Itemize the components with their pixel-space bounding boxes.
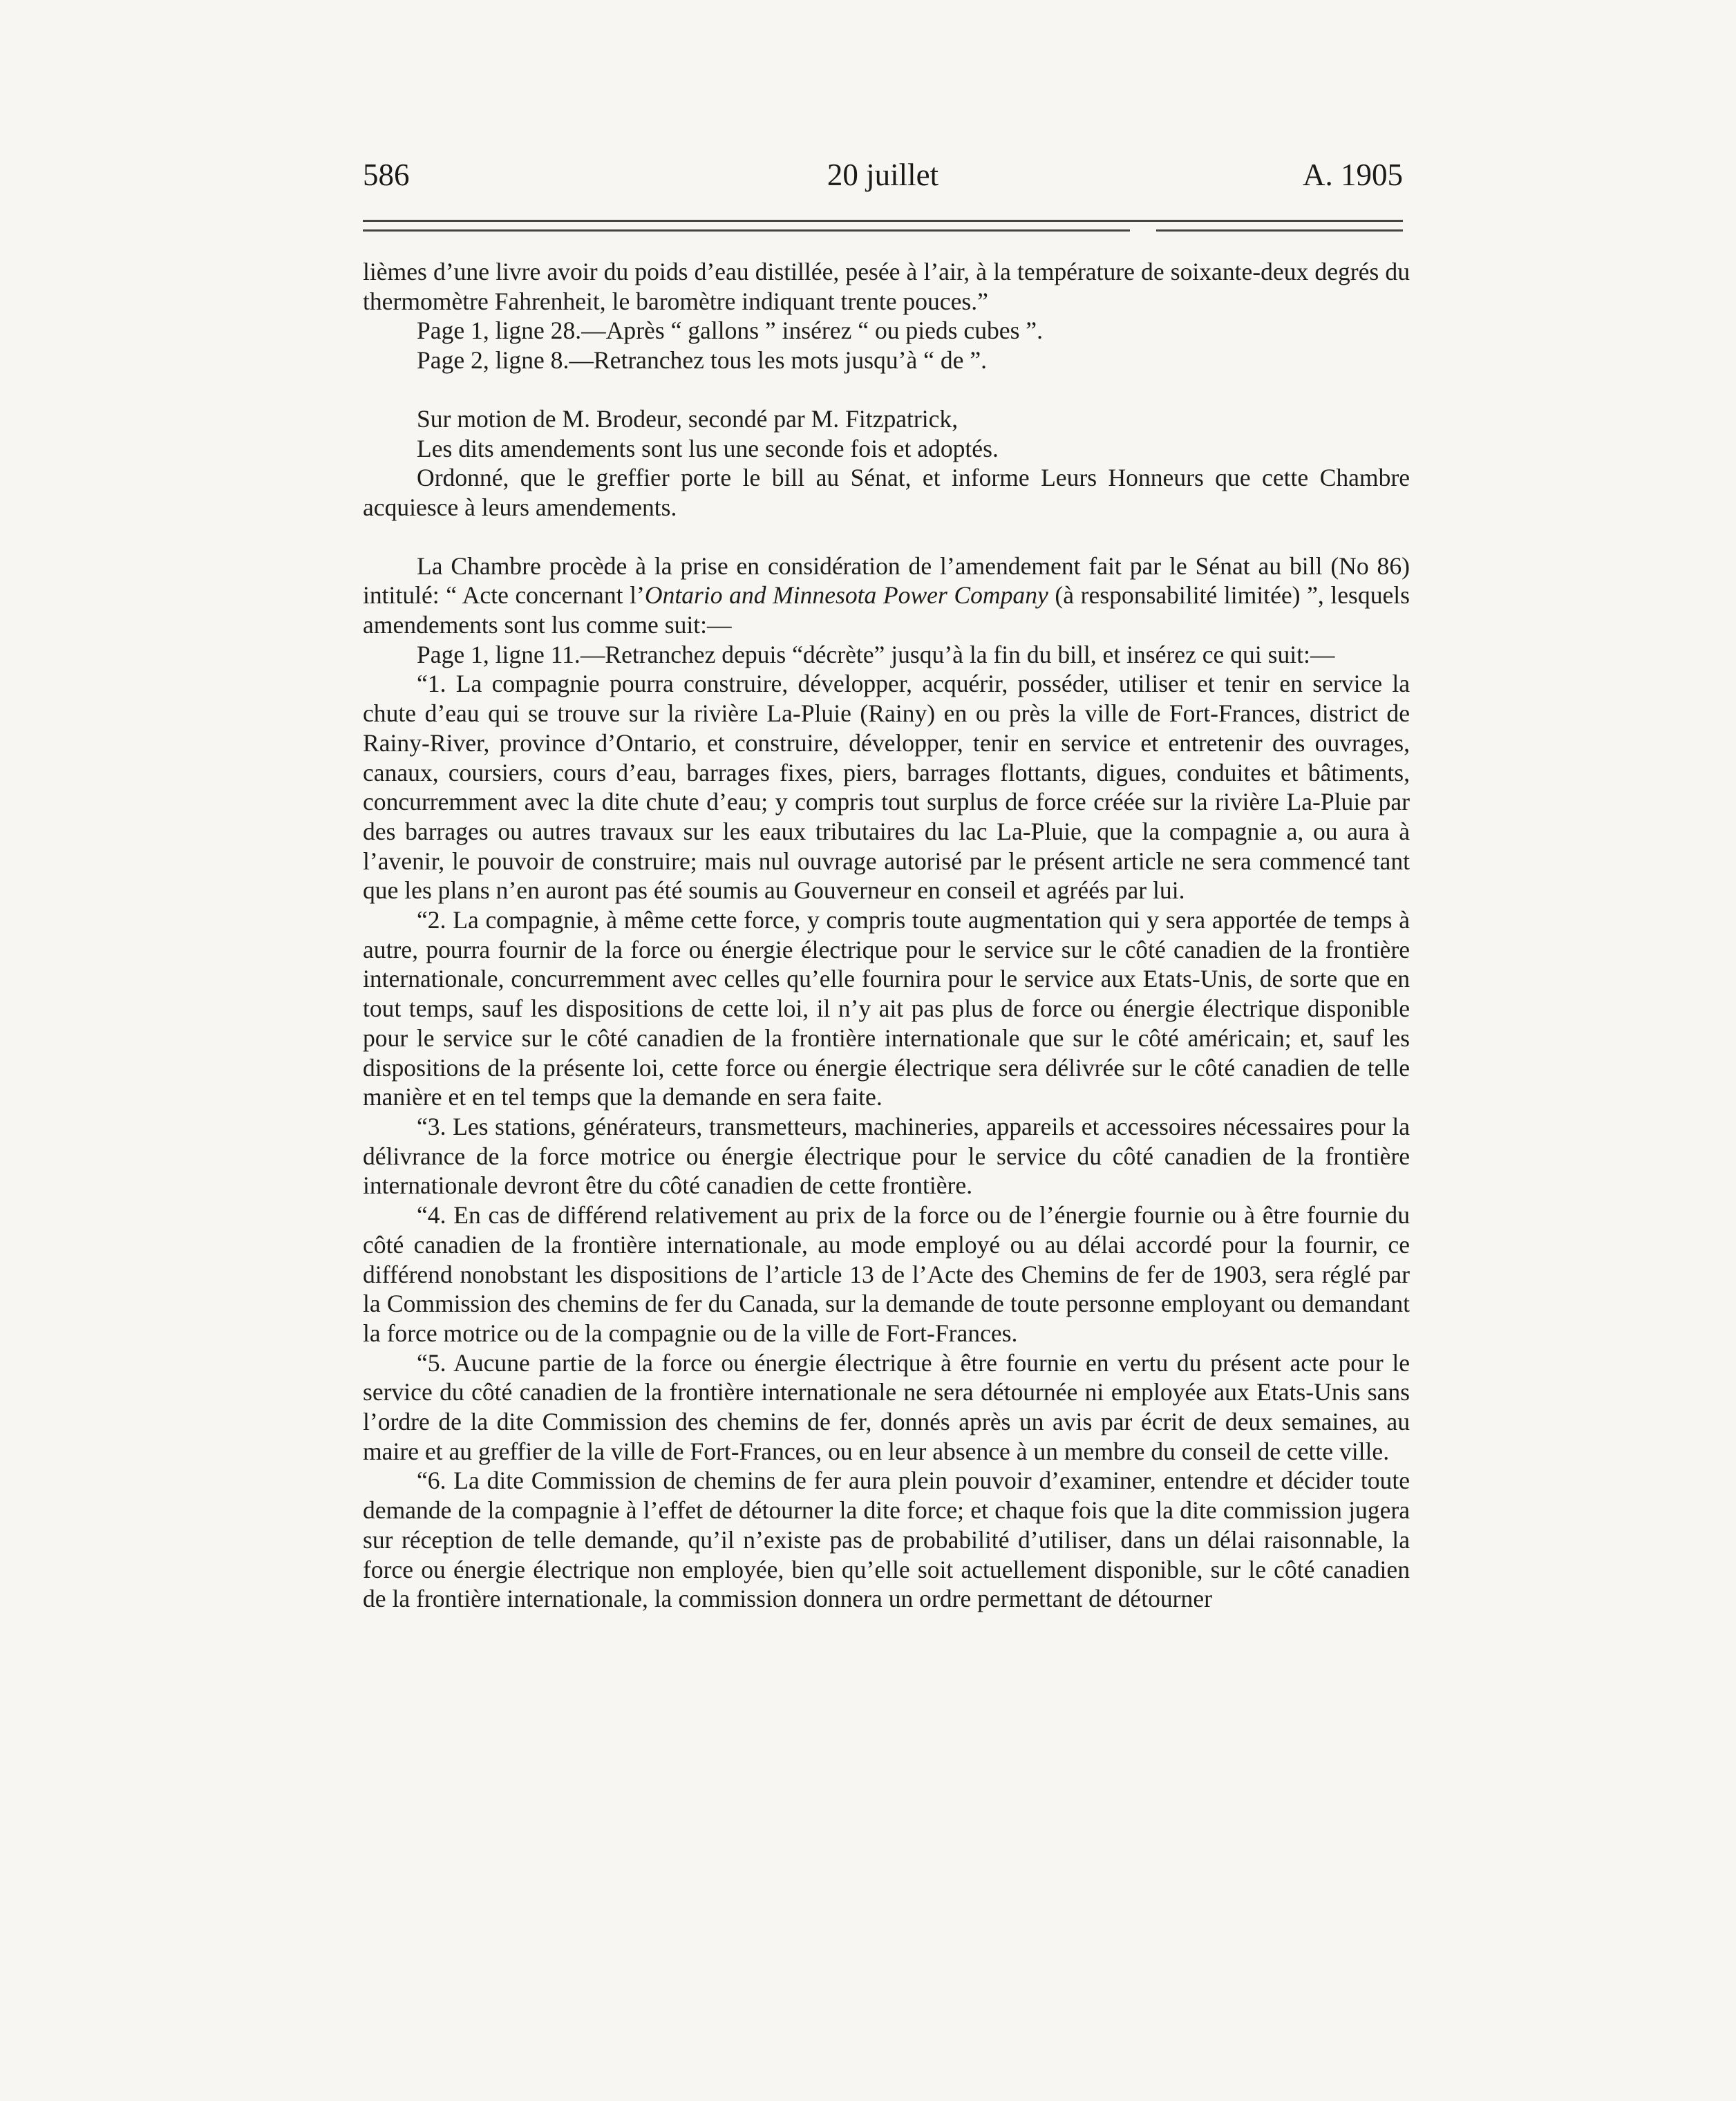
paragraph [363,434,1410,464]
paragraph [363,1112,1410,1200]
text-run: “2. La compagnie, à même cette force, y compris toute augmentation qui y sera apportée de temps à autre, pourra fournir de la force ou énergie électrique pour le service sur le côté canadien de la frontière internationale, concurremment avec celles qu’elle fournira pour le service aux Etats-Unis, de sorte que en tout temps, sauf les dispositions de cette loi, il n’y ait pas plus de force ou énergie électrique disponible pour le service sur le côté canadien de la frontière internationale que sur le côté américain; et, sauf les dispositions de la présente loi, cette force ou énergie électrique sera délivrée sur le côté canadien de telle manière et en tel temps que la demande en sera faite. [363,906,1410,1111]
paragraph [363,905,1410,1112]
paragraph [363,1348,1410,1467]
header-date: 20 juillet [827,158,939,192]
paragraph [363,640,1410,670]
text-run: “5. Aucune partie de la force ou énergie électrique à être fournie en vertu du présent acte pour le service du côté canadien de la frontière internationale ne sera détournée ni employée aux Etats-Unis sans l’ordre de la dite Commission des chemins de fer, donnés après un avis par écrit de deux semaines, au maire et au greffier de la ville de Fort-Frances, ou en leur absence à un membre du conseil de cette ville. [363,1348,1410,1465]
text-run: Page 1, ligne 28.—Après “ gallons ” insérez “ ou pieds cubes ”. [417,317,1043,345]
page-header [363,151,1403,199]
text-run: Ordonné, que le greffier porte le bill au Sénat, et informe Leurs Honneurs que cette Chambre acquiesce à leurs amendements. [363,464,1410,521]
page-number: 586 [363,158,410,192]
text-run: “6. La dite Commission de chemins de fer aura plein pouvoir d’examiner, entendre et décider toute demande de la compagnie à l’effet de détourner la dite force; et chaque fois que la dite commission jugera sur réception de telle demande, qu’il n’existe pas de probabilité d’utiliser, dans un délai raisonnable, la force ou énergie électrique non employée, bien qu’elle soit actuellement disponible, sur le côté canadien de la frontière internationale, la commission donnera un ordre permettant de détourner [363,1467,1410,1613]
text-run: Page 1, ligne 11.—Retranchez depuis “décrète” jusqu’à la fin du bill, et insérez ce qui suit:— [417,640,1335,668]
paragraph [363,552,1410,640]
header-year: A. 1905 [1303,158,1403,192]
body-text [363,257,1410,1614]
text-run: “3. Les stations, générateurs, transmetteurs, machineries, appareils et accessoires nécessaires pour la délivrance de la force motrice ou énergie électrique pour le service du côté canadien de la frontière internationale devront être du côté canadien de cette frontière. [363,1112,1410,1200]
paragraph [363,463,1410,522]
italic-text: Ontario and Minnesota Power Company [644,581,1048,610]
text-run: lièmes d’une livre avoir du poids d’eau distillée, pesée à l’air, à la température de soixante-deux degrés du thermomètre Fahrenheit, le baromètre indiquant trente pouces.” [363,258,1410,315]
paragraph [363,1200,1410,1348]
text-run: “4. En cas de différend relativement au prix de la force ou de l’énergie fournie ou à être fournie du côté canadien de la frontière internationale, au mode employé ou au délai accordé pour la fournir, ce différend nonobstant les dispositions de l’article 13 de l’Acte des Chemins de fer de 1903, sera réglé par la Commission des chemins de fer du Canada, sur la demande de toute personne employant ou demandant la force motrice ou de la compagnie ou de la ville de Fort-Frances. [363,1201,1410,1347]
paragraph [363,257,1410,316]
text-run: “1. La compagnie pourra construire, développer, acquérir, posséder, utiliser et tenir en service la chute d’eau qui se trouve sur la rivière La-Pluie (Rainy) en ou près la ville de Fort-Frances, district de Rainy-River, province d’Ontario, et construire, développer, tenir en service et entretenir des ouvrages, canaux, coursiers, cours d’eau, barrages fixes, piers, barrages flottants, digues, conduites et bâtiments, concurremment avec la dite chute d’eau; y compris tout surplus de force créée sur la rivière La-Pluie par des barrages ou autres travaux sur les eaux tributaires du lac La-Pluie, que la compagnie a, ou aura à l’avenir, le pouvoir de construire; mais nul ouvrage autorisé par le présent article ne sera commencé tant que les plans n’en auront pas été soumis au Gouverneur en conseil et agréés par lui. [363,670,1410,905]
text-run: (à responsabilité limitée) ”, lesquels amendements sont lus comme suit:— [363,581,1410,639]
paragraph [363,404,1410,434]
text-run: Sur motion de M. Brodeur, secondé par M. Fitzpatrick, [417,404,959,433]
paragraph [363,669,1410,905]
paragraph [363,346,1410,375]
text-run: Page 2, ligne 8.—Retranchez tous les mots jusqu’à “ de ”. [417,346,988,375]
paragraph [363,316,1410,346]
text-run: La Chambre procède à la prise en considération de l’amendement fait par le Sénat au bill (No 86) intitulé: “ Acte concernant l’ [363,552,1410,610]
text-run: Les dits amendements sont lus une seconde fois et adoptés. [417,434,999,462]
paragraph [363,1466,1410,1614]
